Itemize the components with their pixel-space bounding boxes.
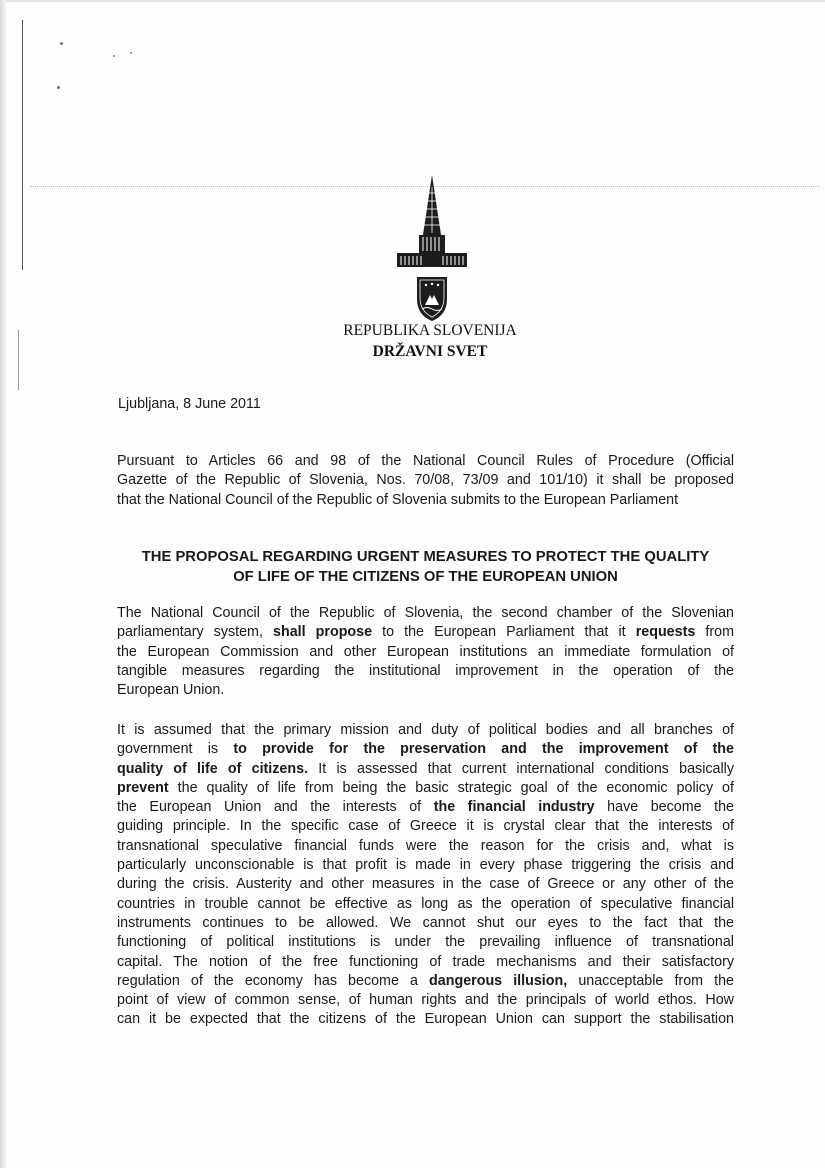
text-run: the European Union and the interests of — [117, 799, 422, 816]
title-line: THE PROPOSAL REGARDING URGENT MEASURES TO PROTECT THE QUALITY — [141, 549, 710, 565]
scan-artifact-line — [22, 20, 23, 270]
scan-speck — [130, 52, 132, 54]
paragraph-2 — [117, 721, 734, 1030]
scan-artifact-line — [18, 330, 19, 390]
national-council-emblem-icon — [395, 173, 469, 323]
text-line: guiding principle. In the specific case of Greece it is crystal clear that the interests of — [117, 818, 734, 835]
scan-speck — [60, 42, 63, 45]
text-run: to the European Parliament that it — [382, 624, 626, 641]
text-line: during the crisis. Austerity and other measures in the case of Greece or any other of the — [117, 876, 734, 893]
scan-speck — [113, 55, 115, 57]
scan-edge-left — [0, 0, 6, 1168]
intro-paragraph — [117, 452, 734, 510]
text-line: particularly unconscionable is that profit is made in every phase triggering the crisis and — [117, 857, 734, 874]
document-date: Ljubljana, 8 June 2011 — [118, 396, 261, 412]
intro-line: that the National Council of the Republic of Slovenia submits to the European Parliament — [117, 491, 679, 508]
letterhead-line-1: REPUBLIKA SLOVENIJA — [343, 322, 517, 339]
document-title — [117, 547, 734, 587]
emphasis-text: dangerous illusion, — [429, 972, 568, 989]
text-line: countries in trouble cannot be effective as long as the operation of speculative financial — [117, 895, 734, 912]
text-line: functioning of political institutions is under the prevailing influence of transnational — [117, 934, 734, 951]
emphasis-text: to provide for the preservation and the improvement of the — [233, 741, 734, 758]
text-line: capital. The notion of the free functioning of trade mechanisms and their satisfactory — [117, 953, 734, 970]
text-line: It is assumed that the primary mission and duty of political bodies and all branches of — [117, 722, 734, 738]
title-line: OF LIFE OF THE CITIZENS OF THE EUROPEAN UNION — [233, 569, 618, 585]
text-line: can it be expected that the citizens of the European Union can support the stabilisation — [117, 1011, 734, 1028]
intro-line: Pursuant to Articles 66 and 98 of the National Council Rules of Procedure (Official — [117, 453, 734, 469]
emphasis-text: quality of life of citizens. — [117, 760, 309, 777]
scan-edge-top — [0, 0, 825, 2]
text-line — [117, 740, 734, 759]
text-line: tangible measures regarding the institutional improvement in the operation of the — [117, 662, 734, 679]
text-line — [117, 798, 734, 817]
text-run: It is assessed that current international conditions basically — [318, 760, 734, 777]
text-run: government is — [117, 741, 219, 758]
text-line — [117, 623, 734, 642]
text-line — [117, 760, 734, 779]
text-run: regulation of the economy has become a — [117, 972, 418, 989]
text-line: point of view of common sense, of human rights and the principals of world ethos. How — [117, 992, 734, 1009]
text-run: from — [705, 624, 734, 641]
paragraph-1 — [117, 604, 734, 700]
text-line: transnational speculative financial funds were the reason for the crisis and, what is — [117, 837, 734, 854]
text-run: the quality of life from being the basic strategic goal of the economic policy of — [177, 779, 734, 796]
text-line — [117, 972, 734, 991]
text-line — [117, 779, 734, 798]
text-line: The National Council of the Republic of Slovenia, the second chamber of the Slovenian — [117, 605, 734, 621]
text-run: have become the — [607, 799, 734, 816]
text-line: the European Commission and other European institutions an immediate formulation of — [117, 643, 734, 660]
text-run: parliamentary system, — [117, 624, 263, 641]
emphasis-text: requests — [635, 624, 696, 641]
scan-speck — [57, 86, 60, 89]
intro-line: Gazette of the Republic of Slovenia, Nos. 70/08, 73/09 and 101/10) it shall be proposed — [117, 472, 734, 489]
letterhead — [300, 320, 560, 362]
emphasis-text: prevent — [117, 779, 169, 796]
text-run: unacceptable from the — [578, 972, 735, 989]
text-line: instruments continues to be allowed. We cannot shut our eyes to the fact that the — [117, 914, 734, 931]
emphasis-text: shall propose — [273, 624, 373, 641]
text-line: European Union. — [117, 682, 225, 699]
letterhead-line-2: DRŽAVNI SVET — [372, 343, 488, 360]
emphasis-text: the financial industry — [433, 799, 595, 816]
